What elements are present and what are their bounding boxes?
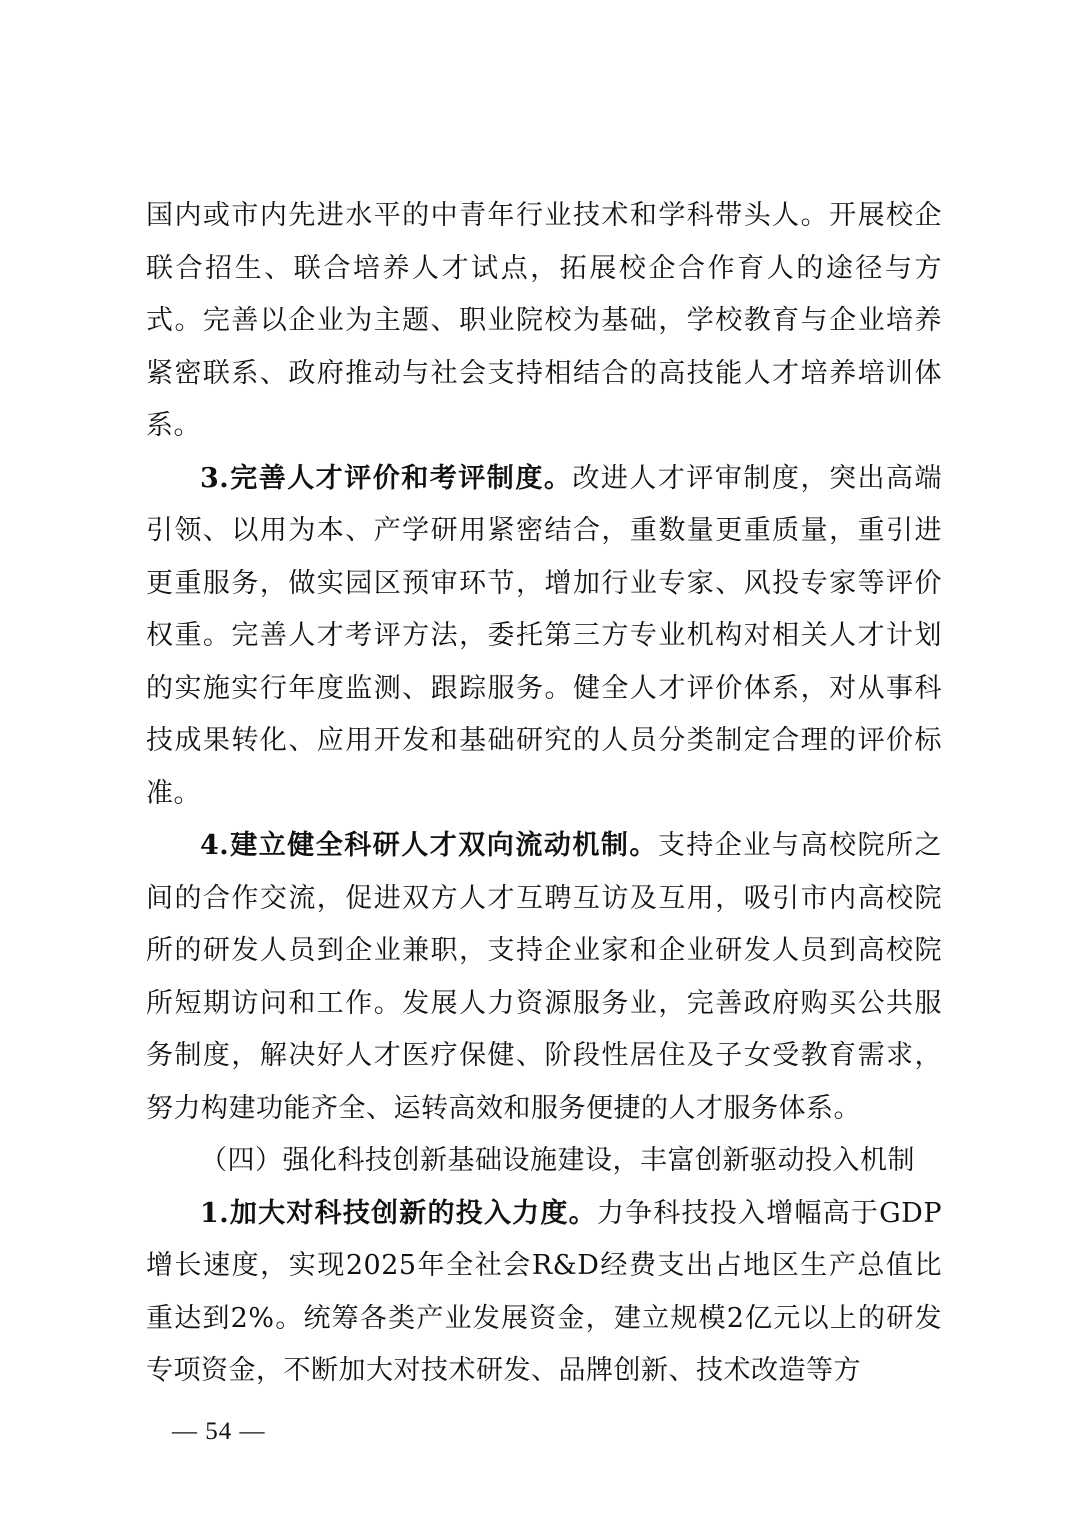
paragraph-investment bbox=[146, 1188, 942, 1398]
page-number: — 54 — bbox=[172, 1418, 266, 1445]
paragraph-lead: 1.加大对科技创新的投入力度。 bbox=[200, 1197, 597, 1229]
paragraph-text: 国内或市内先进水平的中青年行业技术和学科带头人。开展校企联合招生、联合培养人才试点，拓展校企合作育人的途径与方式。完善以企业为主题、职业院校为基础，学校教育与企业培养紧密联系、政府推动与社会支持相结合的高技能人才培养培训体系。 bbox=[146, 200, 942, 441]
paragraph-text: 力争科技投入增幅高于GDP增长速度，实现2025年全社会R&D经费支出占地区生产总值比重达到2%。统筹各类产业发展资金，建立规模2亿元以上的研发专项资金，不断加大对技术研发、品牌创新、技术改造等方 bbox=[146, 1197, 943, 1386]
paragraph-text: 改进人才评审制度，突出高端引领、以用为本、产学研用紧密结合，重数量更重质量，重引进更重服务，做实园区预审环节，增加行业专家、风投专家等评价权重。完善人才考评方法，委托第三方专业机构对相关人才计划的实施实行年度监测、跟踪服务。健全人才评价体系，对从事科技成果转化、应用开发和基础研究的人员分类制定合理的评价标准。 bbox=[146, 462, 943, 809]
paragraph-continuation bbox=[146, 190, 942, 453]
paragraph-lead: 4.建立健全科研人才双向流动机制。 bbox=[200, 830, 658, 861]
body-text bbox=[146, 190, 942, 1398]
paragraph-talent-mobility bbox=[146, 820, 942, 1135]
paragraph-talent-evaluation bbox=[146, 453, 942, 821]
paragraph-lead: 3.完善人才评价和考评制度。 bbox=[200, 462, 573, 494]
paragraph-text: 支持企业与高校院所之间的合作交流，促进双方人才互聘互访及互用，吸引市内高校院所的研发人员到企业兼职，支持企业家和企业研发人员到高校院所短期访问和工作。发展人力资源服务业，完善政府购买公共服务制度，解决好人才医疗保健、阶段性居住及子女受教育需求，努力构建功能齐全、运转高效和服务便捷的人才服务体系。 bbox=[146, 830, 943, 1124]
section-heading: （四）强化科技创新基础设施建设，丰富创新驱动投入机制 bbox=[200, 1145, 915, 1176]
